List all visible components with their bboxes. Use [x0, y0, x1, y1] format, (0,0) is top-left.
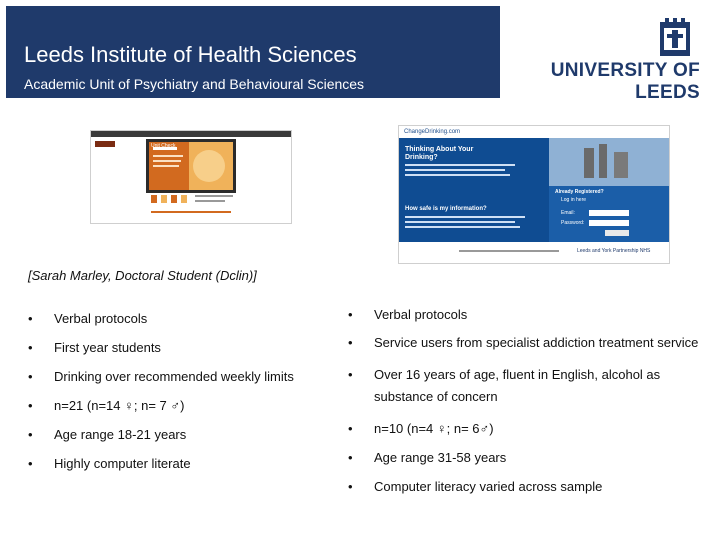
list-item: • Drinking over recommended weekly limits — [28, 370, 328, 384]
password-label: Password: — [561, 220, 585, 226]
list-item: • Age range 31-58 years — [348, 451, 718, 465]
university-crest-icon — [656, 18, 694, 58]
list-item: • n=10 (n=4 ♀; n= 6♂) — [348, 422, 718, 436]
page-title: Leeds Institute of Health Sciences — [24, 42, 357, 67]
left-study-list — [28, 312, 328, 486]
list-item: • Computer literacy varied across sample — [348, 480, 718, 494]
screenshot-unit-check-image — [91, 131, 291, 223]
screenshot-unit-check-label: Unit Check — [151, 143, 176, 149]
university-logo-text: UNIVERSITY OF LEEDS — [550, 60, 700, 103]
footer-brand: Leeds and York Partnership NHS — [577, 248, 651, 254]
right-study-list — [348, 308, 718, 494]
list-item: • Verbal protocols — [348, 308, 718, 322]
list-item: • Highly computer literate — [28, 457, 328, 471]
author-caption: [Sarah Marley, Doctoral Student (Dclin)] — [28, 268, 257, 283]
screenshot-change-drinking — [398, 125, 670, 264]
login-heading: Already Registered? — [555, 189, 604, 195]
site-heading: Thinking About Your Drinking? — [405, 146, 474, 161]
list-item: • Age range 18-21 years — [28, 428, 328, 442]
site-name: ChangeDrinking.com — [404, 129, 461, 135]
page-subtitle: Academic Unit of Psychiatry and Behavioural Sciences — [24, 76, 365, 92]
list-item: • First year students — [28, 341, 328, 355]
login-button: Log in here — [561, 197, 587, 203]
list-item: • Over 16 years of age, fluent in English, alcohol as substance of concern — [348, 364, 694, 408]
screenshot-unit-check — [90, 130, 292, 224]
list-item: • Verbal protocols — [28, 312, 328, 326]
list-item: • n=21 (n=14 ♀; n= 7 ♂) — [28, 399, 328, 413]
list-item: • Service users from specialist addiction treatment service — [348, 336, 718, 350]
info-section-heading: How safe is my information? — [405, 206, 487, 212]
email-label: Email: — [561, 210, 575, 216]
